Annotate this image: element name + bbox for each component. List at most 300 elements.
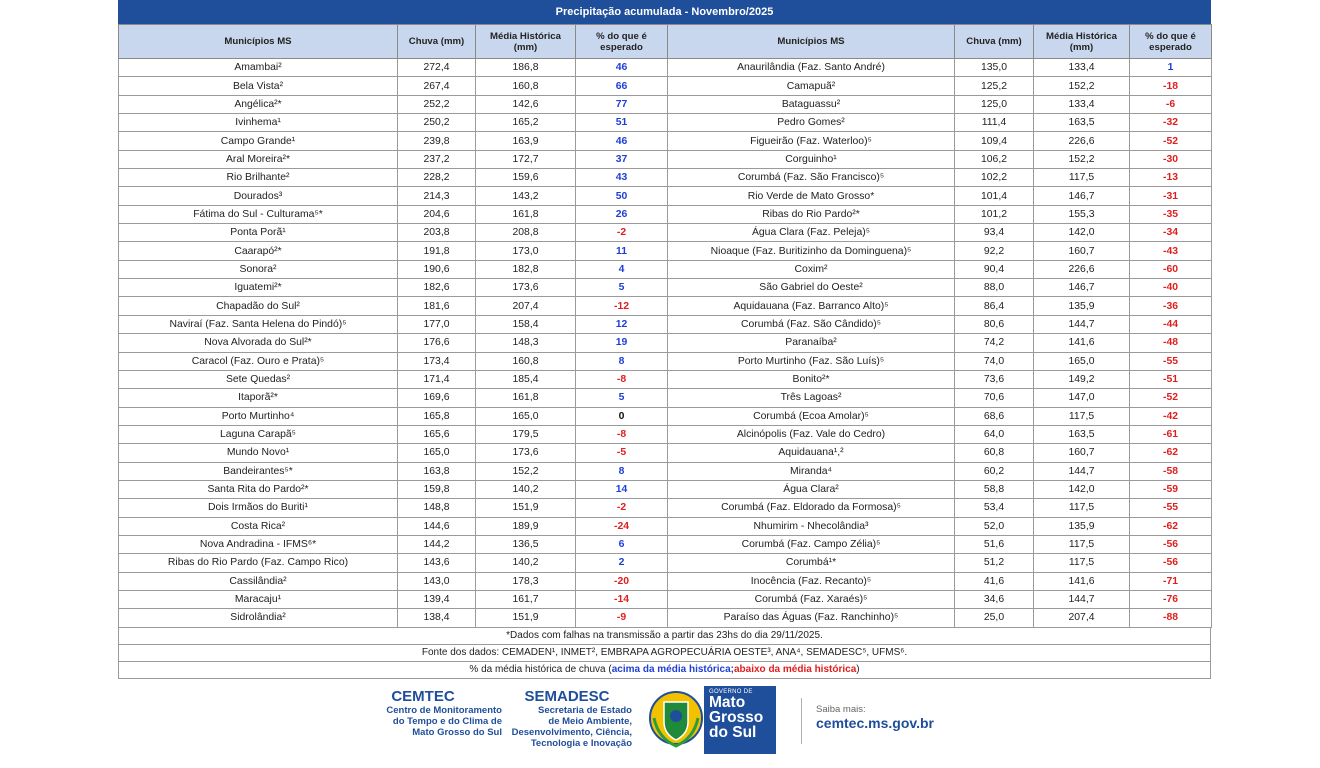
right-pct-cell: -62: [1130, 444, 1212, 462]
table-row: [119, 205, 1212, 223]
left-pct-cell: 50: [576, 187, 668, 205]
right-pct-cell: -62: [1130, 517, 1212, 535]
left-pct-cell: -8: [576, 425, 668, 443]
left-media-cell: 173,6: [476, 444, 576, 462]
right-pct-cell: -44: [1130, 315, 1212, 333]
right-media-cell: 142,0: [1034, 480, 1130, 498]
left-pct-cell: -9: [576, 609, 668, 627]
left-pct-cell: 43: [576, 169, 668, 187]
right-media-cell: 142,0: [1034, 224, 1130, 242]
left-pct-cell: 37: [576, 150, 668, 168]
table-row: [119, 95, 1212, 113]
right-chuva-cell: 125,2: [955, 77, 1034, 95]
right-chuva-cell: 64,0: [955, 425, 1034, 443]
right-media-cell: 135,9: [1034, 517, 1130, 535]
left-municipio-cell: Sonora²: [119, 260, 398, 278]
right-media-cell: 163,5: [1034, 114, 1130, 132]
left-chuva-cell: 177,0: [398, 315, 476, 333]
semadesc-name: SEMADESC: [524, 687, 610, 705]
right-media-cell: 146,7: [1034, 279, 1130, 297]
table-row: [119, 334, 1212, 352]
left-municipio-cell: Porto Murtinho⁴: [119, 407, 398, 425]
semadesc-sub2: de Meio Ambiente,: [548, 715, 632, 727]
col-header-chuva: Chuva (mm): [398, 25, 476, 59]
left-media-cell: 172,7: [476, 150, 576, 168]
right-pct-cell: -56: [1130, 554, 1212, 572]
right-chuva-cell: 74,2: [955, 334, 1034, 352]
left-media-cell: 151,9: [476, 609, 576, 627]
left-municipio-cell: Itaporã²*: [119, 389, 398, 407]
left-pct-cell: 66: [576, 77, 668, 95]
cemtec-name: CEMTEC: [391, 687, 455, 705]
col-header-municipio-2: Municípios MS: [668, 25, 955, 59]
left-chuva-cell: 250,2: [398, 114, 476, 132]
right-chuva-cell: 86,4: [955, 297, 1034, 315]
right-municipio-cell: Coxim²: [668, 260, 955, 278]
legend-below: abaixo da média histórica: [733, 664, 857, 676]
right-municipio-cell: Corguinho¹: [668, 150, 955, 168]
left-chuva-cell: 237,2: [398, 150, 476, 168]
table-row: [119, 77, 1212, 95]
right-municipio-cell: Bataguassu²: [668, 95, 955, 113]
left-media-cell: 161,8: [476, 389, 576, 407]
right-chuva-cell: 60,8: [955, 444, 1034, 462]
table-row: [119, 224, 1212, 242]
left-chuva-cell: 214,3: [398, 187, 476, 205]
left-municipio-cell: Dois Irmãos do Buriti¹: [119, 499, 398, 517]
right-chuva-cell: 41,6: [955, 572, 1034, 590]
data-gap-note: *Dados com falhas na transmissão a partir das 23hs do dia 29/11/2025.: [118, 628, 1211, 645]
right-media-cell: 117,5: [1034, 499, 1130, 517]
cemtec-sub3: Mato Grosso do Sul: [412, 726, 502, 738]
right-municipio-cell: Corumbá (Faz. Campo Zélia)⁵: [668, 535, 955, 553]
legend-prefix: % da média histórica de chuva (: [469, 664, 612, 676]
right-media-cell: 135,9: [1034, 297, 1130, 315]
col-header-pct-2: % do que é esperado: [1130, 25, 1212, 59]
right-pct-cell: -32: [1130, 114, 1212, 132]
left-chuva-cell: 181,6: [398, 297, 476, 315]
right-media-cell: 160,7: [1034, 242, 1130, 260]
gov-line2: Grosso: [709, 708, 764, 726]
left-chuva-cell: 143,6: [398, 554, 476, 572]
left-chuva-cell: 190,6: [398, 260, 476, 278]
table-row: [119, 132, 1212, 150]
right-media-cell: 141,6: [1034, 572, 1130, 590]
left-chuva-cell: 144,6: [398, 517, 476, 535]
left-media-cell: 142,6: [476, 95, 576, 113]
left-pct-cell: 5: [576, 389, 668, 407]
right-municipio-cell: Camapuã²: [668, 77, 955, 95]
right-pct-cell: -18: [1130, 77, 1212, 95]
right-chuva-cell: 60,2: [955, 462, 1034, 480]
right-municipio-cell: Figueirão (Faz. Waterloo)⁵: [668, 132, 955, 150]
right-municipio-cell: Anaurilândia (Faz. Santo André): [668, 59, 955, 77]
right-media-cell: 146,7: [1034, 187, 1130, 205]
left-pct-cell: 51: [576, 114, 668, 132]
left-pct-cell: -2: [576, 499, 668, 517]
left-pct-cell: 6: [576, 535, 668, 553]
right-media-cell: 133,4: [1034, 95, 1130, 113]
left-chuva-cell: 138,4: [398, 609, 476, 627]
left-media-cell: 185,4: [476, 370, 576, 388]
right-municipio-cell: Ribas do Rio Pardo²*: [668, 205, 955, 223]
left-chuva-cell: 203,8: [398, 224, 476, 242]
right-municipio-cell: Porto Murtinho (Faz. São Luís)⁵: [668, 352, 955, 370]
left-pct-cell: -8: [576, 370, 668, 388]
right-pct-cell: -48: [1130, 334, 1212, 352]
right-municipio-cell: Pedro Gomes²: [668, 114, 955, 132]
col-header-media: Média Histórica (mm): [476, 25, 576, 59]
cemtec-sub1: Centro de Monitoramento: [386, 704, 502, 716]
right-municipio-cell: Corumbá (Faz. São Cândido)⁵: [668, 315, 955, 333]
left-media-cell: 159,6: [476, 169, 576, 187]
left-pct-cell: 4: [576, 260, 668, 278]
right-pct-cell: -56: [1130, 535, 1212, 553]
table-row: [119, 462, 1212, 480]
right-media-cell: 117,5: [1034, 169, 1130, 187]
left-media-cell: 140,2: [476, 554, 576, 572]
table-row: [119, 370, 1212, 388]
right-chuva-cell: 90,4: [955, 260, 1034, 278]
table-row: [119, 169, 1212, 187]
right-pct-cell: -55: [1130, 352, 1212, 370]
footer-logos: [118, 682, 1211, 762]
right-pct-cell: -31: [1130, 187, 1212, 205]
left-chuva-cell: 272,4: [398, 59, 476, 77]
left-chuva-cell: 267,4: [398, 77, 476, 95]
right-chuva-cell: 52,0: [955, 517, 1034, 535]
left-chuva-cell: 176,6: [398, 334, 476, 352]
table-row: [119, 535, 1212, 553]
gov-line1: Mato: [709, 693, 746, 711]
left-municipio-cell: Nova Andradina - IFMS⁶*: [119, 535, 398, 553]
right-municipio-cell: Corumbá¹*: [668, 554, 955, 572]
col-header-chuva-2: Chuva (mm): [955, 25, 1034, 59]
left-municipio-cell: Caracol (Faz. Ouro e Prata)⁵: [119, 352, 398, 370]
left-municipio-cell: Aral Moreira²*: [119, 150, 398, 168]
left-chuva-cell: 182,6: [398, 279, 476, 297]
right-pct-cell: -59: [1130, 480, 1212, 498]
left-media-cell: 186,8: [476, 59, 576, 77]
right-pct-cell: -30: [1130, 150, 1212, 168]
right-municipio-cell: Corumbá (Faz. Eldorado da Formosa)⁵: [668, 499, 955, 517]
left-media-cell: 178,3: [476, 572, 576, 590]
right-municipio-cell: Água Clara (Faz. Peleja)⁵: [668, 224, 955, 242]
right-chuva-cell: 102,2: [955, 169, 1034, 187]
left-media-cell: 179,5: [476, 425, 576, 443]
right-pct-cell: -43: [1130, 242, 1212, 260]
table-row: [119, 590, 1212, 608]
right-chuva-cell: 34,6: [955, 590, 1034, 608]
right-chuva-cell: 106,2: [955, 150, 1034, 168]
left-municipio-cell: Bandeirantes⁵*: [119, 462, 398, 480]
right-media-cell: 147,0: [1034, 389, 1130, 407]
left-pct-cell: 0: [576, 407, 668, 425]
right-chuva-cell: 51,6: [955, 535, 1034, 553]
cemtec-logo: [344, 688, 502, 738]
left-media-cell: 207,4: [476, 297, 576, 315]
right-municipio-cell: Água Clara²: [668, 480, 955, 498]
left-chuva-cell: 144,2: [398, 535, 476, 553]
left-pct-cell: 11: [576, 242, 668, 260]
left-pct-cell: 19: [576, 334, 668, 352]
right-pct-cell: -88: [1130, 609, 1212, 627]
left-media-cell: 189,9: [476, 517, 576, 535]
left-pct-cell: 46: [576, 59, 668, 77]
left-pct-cell: 8: [576, 462, 668, 480]
left-municipio-cell: Costa Rica²: [119, 517, 398, 535]
right-media-cell: 160,7: [1034, 444, 1130, 462]
right-municipio-cell: Inocência (Faz. Recanto)⁵: [668, 572, 955, 590]
right-pct-cell: -76: [1130, 590, 1212, 608]
left-municipio-cell: Dourados³: [119, 187, 398, 205]
right-chuva-cell: 101,2: [955, 205, 1034, 223]
right-media-cell: 117,5: [1034, 407, 1130, 425]
left-media-cell: 161,8: [476, 205, 576, 223]
right-media-cell: 144,7: [1034, 590, 1130, 608]
left-municipio-cell: Caarapó²*: [119, 242, 398, 260]
right-municipio-cell: Aquidauana¹,²: [668, 444, 955, 462]
table-row: [119, 480, 1212, 498]
left-municipio-cell: Mundo Novo¹: [119, 444, 398, 462]
left-municipio-cell: Maracaju¹: [119, 590, 398, 608]
table-row: [119, 425, 1212, 443]
left-media-cell: 152,2: [476, 462, 576, 480]
right-media-cell: 149,2: [1034, 370, 1130, 388]
semadesc-sub3: Desenvolvimento, Ciência,: [511, 726, 632, 738]
right-chuva-cell: 109,4: [955, 132, 1034, 150]
left-municipio-cell: Cassilândia²: [119, 572, 398, 590]
right-municipio-cell: Nioaque (Faz. Buritizinho da Dominguena)⁵: [668, 242, 955, 260]
left-municipio-cell: Bela Vista²: [119, 77, 398, 95]
right-pct-cell: -42: [1130, 407, 1212, 425]
table-row: [119, 150, 1212, 168]
more-info: [816, 704, 934, 731]
left-chuva-cell: 159,8: [398, 480, 476, 498]
left-municipio-cell: Naviraí (Faz. Santa Helena do Pindó)⁵: [119, 315, 398, 333]
left-chuva-cell: 148,8: [398, 499, 476, 517]
left-municipio-cell: Rio Brilhante²: [119, 169, 398, 187]
left-municipio-cell: Ponta Porã¹: [119, 224, 398, 242]
legend-suffix: ): [856, 664, 860, 676]
table-row: [119, 260, 1212, 278]
logo-divider: [801, 698, 802, 744]
left-pct-cell: 8: [576, 352, 668, 370]
right-chuva-cell: 111,4: [955, 114, 1034, 132]
table-row: [119, 59, 1212, 77]
report-sheet: [118, 0, 1211, 768]
left-media-cell: 165,2: [476, 114, 576, 132]
right-chuva-cell: 73,6: [955, 370, 1034, 388]
left-chuva-cell: 191,8: [398, 242, 476, 260]
right-media-cell: 133,4: [1034, 59, 1130, 77]
left-pct-cell: -2: [576, 224, 668, 242]
left-municipio-cell: Ivinhema¹: [119, 114, 398, 132]
table-row: [119, 242, 1212, 260]
right-chuva-cell: 68,6: [955, 407, 1034, 425]
right-pct-cell: -52: [1130, 132, 1212, 150]
left-media-cell: 173,0: [476, 242, 576, 260]
right-media-cell: 117,5: [1034, 554, 1130, 572]
left-chuva-cell: 163,8: [398, 462, 476, 480]
left-media-cell: 182,8: [476, 260, 576, 278]
left-municipio-cell: Fátima do Sul - Culturama⁵*: [119, 205, 398, 223]
left-municipio-cell: Santa Rita do Pardo²*: [119, 480, 398, 498]
table-row: [119, 315, 1212, 333]
legend-above: acima da média histórica;: [611, 664, 734, 676]
left-chuva-cell: 239,8: [398, 132, 476, 150]
right-municipio-cell: Paraíso das Águas (Faz. Ranchinho)⁵: [668, 609, 955, 627]
left-pct-cell: 26: [576, 205, 668, 223]
right-municipio-cell: Rio Verde de Mato Grosso*: [668, 187, 955, 205]
left-pct-cell: 14: [576, 480, 668, 498]
table-row: [119, 499, 1212, 517]
left-chuva-cell: 228,2: [398, 169, 476, 187]
left-municipio-cell: Ribas do Rio Pardo (Faz. Campo Rico): [119, 554, 398, 572]
table-row: [119, 517, 1212, 535]
right-pct-cell: -60: [1130, 260, 1212, 278]
table-row: [119, 407, 1212, 425]
table-row: [119, 297, 1212, 315]
left-media-cell: 158,4: [476, 315, 576, 333]
right-media-cell: 141,6: [1034, 334, 1130, 352]
gov-small: GOVERNO DE: [709, 688, 753, 695]
left-municipio-cell: Campo Grande¹: [119, 132, 398, 150]
left-municipio-cell: Sidrolândia²: [119, 609, 398, 627]
left-media-cell: 208,8: [476, 224, 576, 242]
left-media-cell: 151,9: [476, 499, 576, 517]
right-pct-cell: -71: [1130, 572, 1212, 590]
precipitation-table: [118, 24, 1212, 628]
left-media-cell: 165,0: [476, 407, 576, 425]
right-media-cell: 155,3: [1034, 205, 1130, 223]
right-chuva-cell: 51,2: [955, 554, 1034, 572]
right-municipio-cell: Paranaíba²: [668, 334, 955, 352]
right-pct-cell: -36: [1130, 297, 1212, 315]
left-chuva-cell: 143,0: [398, 572, 476, 590]
left-chuva-cell: 165,8: [398, 407, 476, 425]
right-chuva-cell: 25,0: [955, 609, 1034, 627]
right-municipio-cell: Corumbá (Faz. Xaraés)⁵: [668, 590, 955, 608]
left-pct-cell: -14: [576, 590, 668, 608]
cemtec-sub2: do Tempo e do Clima de: [392, 715, 502, 727]
right-pct-cell: -55: [1130, 499, 1212, 517]
left-media-cell: 161,7: [476, 590, 576, 608]
right-chuva-cell: 125,0: [955, 95, 1034, 113]
right-municipio-cell: Corumbá (Faz. São Francisco)⁵: [668, 169, 955, 187]
right-pct-cell: -34: [1130, 224, 1212, 242]
left-chuva-cell: 171,4: [398, 370, 476, 388]
right-municipio-cell: Corumbá (Ecoa Amolar)⁵: [668, 407, 955, 425]
right-chuva-cell: 92,2: [955, 242, 1034, 260]
more-info-url[interactable]: cemtec.ms.gov.br: [816, 714, 935, 731]
left-chuva-cell: 139,4: [398, 590, 476, 608]
table-row: [119, 572, 1212, 590]
table-body: [119, 59, 1212, 628]
right-municipio-cell: São Gabriel do Oeste²: [668, 279, 955, 297]
state-crest-icon: [648, 688, 704, 752]
table-row: [119, 554, 1212, 572]
left-municipio-cell: Sete Quedas²: [119, 370, 398, 388]
left-pct-cell: -12: [576, 297, 668, 315]
left-media-cell: 140,2: [476, 480, 576, 498]
right-media-cell: 144,7: [1034, 315, 1130, 333]
left-municipio-cell: Chapadão do Sul²: [119, 297, 398, 315]
right-chuva-cell: 70,6: [955, 389, 1034, 407]
right-municipio-cell: Alcinópolis (Faz. Vale do Cedro): [668, 425, 955, 443]
semadesc-sub4: Tecnologia e Inovação: [530, 737, 632, 749]
right-chuva-cell: 93,4: [955, 224, 1034, 242]
right-chuva-cell: 58,8: [955, 480, 1034, 498]
left-chuva-cell: 169,6: [398, 389, 476, 407]
left-municipio-cell: Angélica²*: [119, 95, 398, 113]
left-media-cell: 136,5: [476, 535, 576, 553]
color-legend: [118, 662, 1211, 679]
table-row: [119, 389, 1212, 407]
more-info-label: Saiba mais:: [816, 703, 866, 715]
right-chuva-cell: 101,4: [955, 187, 1034, 205]
left-pct-cell: -20: [576, 572, 668, 590]
right-pct-cell: -58: [1130, 462, 1212, 480]
mato-grosso-do-sul-logo: [704, 686, 776, 754]
table-row: [119, 444, 1212, 462]
right-chuva-cell: 53,4: [955, 499, 1034, 517]
right-municipio-cell: Três Lagoas²: [668, 389, 955, 407]
left-pct-cell: 12: [576, 315, 668, 333]
right-media-cell: 144,7: [1034, 462, 1130, 480]
left-municipio-cell: Nova Alvorada do Sul²*: [119, 334, 398, 352]
right-pct-cell: -61: [1130, 425, 1212, 443]
right-pct-cell: -52: [1130, 389, 1212, 407]
left-municipio-cell: Iguatemi²*: [119, 279, 398, 297]
left-media-cell: 173,6: [476, 279, 576, 297]
col-header-media-2: Média Histórica (mm): [1034, 25, 1130, 59]
table-header-row: [119, 25, 1212, 59]
right-municipio-cell: Miranda⁴: [668, 462, 955, 480]
right-pct-cell: -13: [1130, 169, 1212, 187]
left-pct-cell: 46: [576, 132, 668, 150]
right-pct-cell: -6: [1130, 95, 1212, 113]
table-row: [119, 279, 1212, 297]
left-pct-cell: 2: [576, 554, 668, 572]
right-chuva-cell: 135,0: [955, 59, 1034, 77]
right-pct-cell: 1: [1130, 59, 1212, 77]
left-pct-cell: 77: [576, 95, 668, 113]
left-chuva-cell: 165,6: [398, 425, 476, 443]
right-media-cell: 152,2: [1034, 150, 1130, 168]
right-media-cell: 165,0: [1034, 352, 1130, 370]
right-media-cell: 117,5: [1034, 535, 1130, 553]
right-chuva-cell: 74,0: [955, 352, 1034, 370]
right-chuva-cell: 80,6: [955, 315, 1034, 333]
left-pct-cell: -5: [576, 444, 668, 462]
table-row: [119, 114, 1212, 132]
right-pct-cell: -40: [1130, 279, 1212, 297]
right-municipio-cell: Bonito²*: [668, 370, 955, 388]
left-media-cell: 160,8: [476, 77, 576, 95]
table-row: [119, 352, 1212, 370]
data-sources: Fonte dos dados: CEMADEN¹, INMET², EMBRAPA AGROPECUÁRIA OESTE³, ANA⁴, SEMADESC⁵, UFMS⁶.: [118, 645, 1211, 662]
col-header-pct: % do que é esperado: [576, 25, 668, 59]
right-pct-cell: -35: [1130, 205, 1212, 223]
semadesc-sub1: Secretaria de Estado: [538, 704, 632, 716]
left-media-cell: 160,8: [476, 352, 576, 370]
left-municipio-cell: Laguna Carapã⁵: [119, 425, 398, 443]
left-pct-cell: -24: [576, 517, 668, 535]
left-pct-cell: 5: [576, 279, 668, 297]
table-row: [119, 187, 1212, 205]
left-media-cell: 163,9: [476, 132, 576, 150]
